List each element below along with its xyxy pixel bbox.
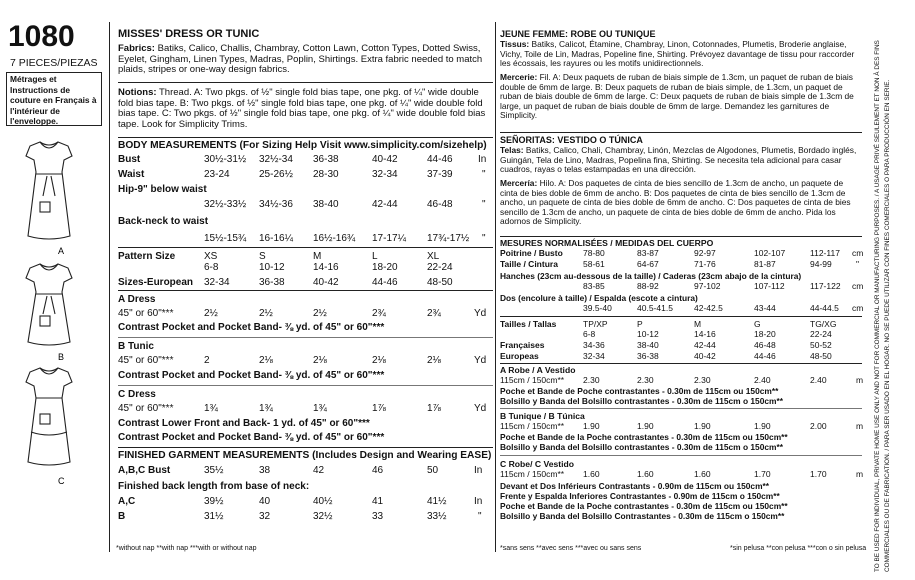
view-a-heading: A Dress xyxy=(118,294,156,305)
robe-c-contrast-lower-es: Frente y Espalda Inferiores Contrastantes - 0.90m de 115cm o 150cm** xyxy=(500,491,780,501)
fabrics-en xyxy=(118,44,490,76)
view-b-label: B xyxy=(58,352,65,362)
mercerie-fr: Mercerie: Fil. A: Deux paquets de ruban de biais simple de 1.3cm, un paquet de ruban de biais double de 6mm de large. B: Deux paquets de ruban de biais simple, de 1.3cm, un paquet de ruban de biais double de 6mm de large. C: Deux paquets de ruban de biais simple de 1.3cm de large, un paquet de ruban de biais double de 6mm de large. Demandez les garnitures de Simplicity. xyxy=(500,72,854,121)
robe-a-heading: A Robe / A Vestido xyxy=(500,365,576,375)
divider-middle xyxy=(495,22,496,552)
view-c-label: C xyxy=(58,476,65,486)
body-measurements-heading: BODY MEASUREMENTS (For Sizing Help Visit www.simplicity.com/sizehelp) xyxy=(118,140,487,151)
hip-label: Hip-9" below waist xyxy=(118,184,207,195)
tunique-b-contrast-es: Bolsillo y Banda del Bolsillo contrastantes - 0.30m de 115cm o 150cm** xyxy=(500,442,783,452)
usage-disclaimer-line-2: COMMERCIALES OU DE FABRICATION. / PARA SER USADO EN EL HOGAR. NO SE PUEDE UTILIZAR CON FINES COMERCIALES O PARA PRODUCCIÓN EN SERIE. xyxy=(884,79,891,572)
divider-left xyxy=(109,22,110,552)
robe-a-contrast-fr: Poche et Bande de Poche contrastantes - 0.30m de 115cm ou 150cm** xyxy=(500,386,779,396)
notions-text: Thread. A: Two pkgs. of ½" single fold bias tape, one pkg. of ¼" wide double fold bias tape. B: Two pkgs. of ½" single fold bias tape, one pkg. of ¼" wide double fold bias tape. C: Two pkgs. of ½" single fold bias tape, one pkg. of ¼" wide double fold bias tape. Look for Simplicity Trims. xyxy=(118,87,486,130)
finished-measurements-heading: FINISHED GARMENT MEASUREMENTS (Includes Design and Wearing EASE) xyxy=(118,450,492,461)
telas-es: Telas: Batiks, Calico, Chali, Chambray, Linón, Mezclas de Algodones, Plumetis, Bordado inglés, Guingán, Tela de Lino, Madras, Popelina fina, Shirting. Se necesita tela adicional para casar cuadros, rayas o telas estampadas en una dirección. xyxy=(500,145,857,175)
tissus-fr: Tissus: Batiks, Calicot, Étamine, Chambray, Linon, Cotonnades, Plumetis, Broderie anglaise, Vichy, Toile de Lin, Madras, Popeline fine, Shirting. Prévoyez davantage de tissu pour raccorder les écossais, les rayures ou les motifs unidirectionnels. xyxy=(500,39,855,69)
french-note-text: Métrages et Instructions de couture en Français à l'intérieur de l'enveloppe. xyxy=(10,74,97,126)
view-b-contrast: Contrast Pocket and Pocket Band- ⅜ yd. of 45" or 60"*** xyxy=(118,370,385,381)
fabrics-label: Fabrics: xyxy=(118,43,155,54)
view-c-heading: C Dress xyxy=(118,389,156,400)
view-c-contrast-pocket: Contrast Pocket and Pocket Band- ⅜ yd. of 45" or 60"*** xyxy=(118,432,385,443)
footnote-es: *sin pelusa **con pelusa ***con o sin pelusa xyxy=(730,545,867,552)
title-fr: JEUNE FEMME: ROBE OU TUNIQUE xyxy=(500,29,656,39)
title-es: SEÑORITAS: VESTIDO O TÚNICA xyxy=(500,135,643,145)
footnote-en: *without nap **with nap ***with or without nap xyxy=(116,545,257,552)
view-b-tunic-sketch xyxy=(26,264,72,345)
tunique-b-heading: B Tunique / B Túnica xyxy=(500,411,585,421)
robe-c-contrast-pocket-fr: Poche et Bande de la Poche contrastantes - 0.30m de 115cm ou 150cm** xyxy=(500,501,788,511)
hanches-label: Hanches (23cm au-dessous de la taille) / Caderas (23cm abajo de la cintura) xyxy=(500,271,802,281)
dos-label: Dos (encolure à taille) / Espalda (escote a cintura) xyxy=(500,293,698,303)
notions-en xyxy=(118,88,490,130)
view-a-contrast: Contrast Pocket and Pocket Band- ⅜ yd. of 45" or 60"*** xyxy=(118,322,385,333)
back-neck-label: Back-neck to waist xyxy=(118,216,209,227)
usage-disclaimer xyxy=(870,6,910,576)
view-b-heading: B Tunic xyxy=(118,341,154,352)
notions-label: Notions: xyxy=(118,87,157,98)
view-c-contrast-lower: Contrast Lower Front and Back- 1 yd. of 45" or 60"*** xyxy=(118,418,370,429)
pattern-number: 1080 xyxy=(8,20,75,53)
pieces-count: 7 PIECES/PIEZAS xyxy=(10,57,98,69)
robe-c-contrast-pocket-es: Bolsillo y Banda del Bolsillo Contrastantes - 0.30m de 115cm o 150cm** xyxy=(500,511,785,521)
view-a-dress-sketch xyxy=(26,142,72,239)
title-en: MISSES' DRESS OR TUNIC xyxy=(118,28,260,40)
fabrics-text: Batiks, Calico, Challis, Chambray, Cotton Lawn, Cotton Types, Dotted Swiss, Eyelet, Gingham, Linen Types, Madras, Poplin, Shirtings. Extra fabric needed to match plaids, stripes or one-way design fabrics. xyxy=(118,43,483,75)
view-a-label: A xyxy=(58,246,65,256)
metric-measurements-heading: MESURES NORMALISÉES / MEDIDAS DEL CUERPO xyxy=(500,238,714,248)
finished-back-length-label: Finished back length from base of neck: xyxy=(118,481,310,492)
merceria-es: Mercería: Hilo. A: Dos paquetes de cinta de bies sencillo de 1.3cm de ancho, un paquete de cinta de bies doble de 6mm de ancho. B: Dos paquetes de cinta de bies sencillo de 1.3cm de ancho, un paquete de cinta de bies doble de 6mm de ancho. C: Dos paquetes de cinta de bies sencillo de 1.3cm de ancho, un paquete de cinta de bies doble de 6mm de ancho. Pida los adornos de Simplicity. xyxy=(500,178,851,227)
usage-disclaimer-line-1: TO BE USED FOR INDIVIDUAL, PRIVATE HOME USE ONLY AND NOT FOR COMMERCIAL OR MANUFACTURING PURPOSES. / A USAGE PRIVÉ SEULEMENT ET NON À DES FINS xyxy=(874,40,881,572)
robe-c-heading: C Robe/ C Vestido xyxy=(500,459,575,469)
view-illustrations xyxy=(0,132,100,492)
footnote-fr: *sans sens **avec sens ***avec ou sans sens xyxy=(500,545,642,552)
robe-c-contrast-lower-fr: Devant et Dos Inférieurs Contrastants - 0.90m de 115cm ou 150cm** xyxy=(500,481,770,491)
view-c-dress-sketch xyxy=(26,368,72,465)
tunique-b-contrast-fr: Poche et Bande de la Poche contrastantes - 0.30m de 115cm ou 150cm** xyxy=(500,432,788,442)
robe-a-contrast-es: Bolsillo y Banda del Bolsillo contrastantes - 0.30m de 115cm o 150cm** xyxy=(500,396,783,406)
